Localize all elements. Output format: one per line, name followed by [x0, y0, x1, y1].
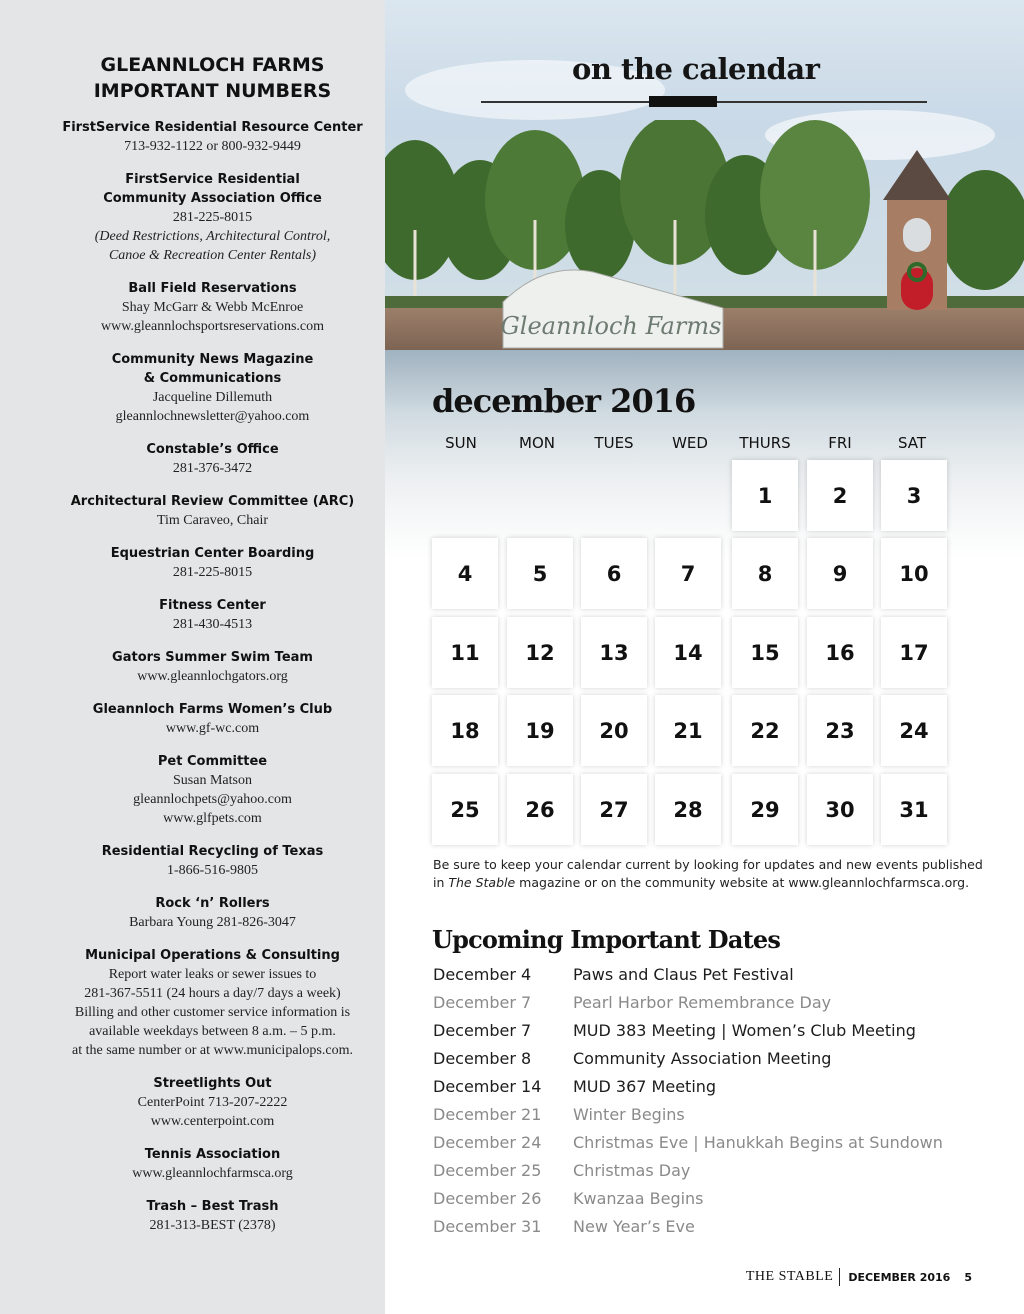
event-name: Winter Begins: [573, 1105, 685, 1124]
contact-note: (Deed Restrictions, Architectural Control,: [94, 229, 331, 244]
contact-detail: Tim Caraveo, Chair: [156, 513, 269, 528]
contact-entry: [0, 700, 425, 738]
calendar-day: 30: [807, 774, 873, 845]
contact-name: Community News Magazine: [111, 352, 314, 367]
calendar-day: 16: [807, 617, 873, 688]
section-header: [385, 0, 1024, 120]
contact-detail: 281-367-5511 (24 hours a day/7 days a week): [84, 986, 341, 1001]
contact-detail: Report water leaks or sewer issues to: [108, 967, 317, 982]
contact-detail: CenterPoint 713-207-2222: [137, 1095, 288, 1110]
contact-detail: www.gleannlochgators.org: [137, 669, 288, 684]
upcoming-dates-title: Upcoming Important Dates: [432, 925, 781, 954]
contact-detail: 1-866-516-9805: [167, 863, 258, 878]
calendar-day: 28: [655, 774, 721, 845]
event-row: [433, 1102, 1013, 1130]
event-name: Kwanzaa Begins: [573, 1189, 704, 1208]
publication-name: THE STABLE: [745, 1269, 834, 1284]
contact-entry: [0, 648, 425, 686]
contact-entry: [0, 170, 425, 265]
event-date: December 26: [433, 1189, 542, 1208]
title-rule-accent: [649, 96, 717, 107]
contact-detail: gleannlochnewsletter@yahoo.com: [115, 409, 310, 424]
event-name: Community Association Meeting: [573, 1049, 832, 1068]
calendar-day: 25: [432, 774, 498, 845]
calendar-day: 11: [432, 617, 498, 688]
contact-list: [0, 118, 425, 1249]
event-row: [433, 1074, 1013, 1102]
calendar-day: 6: [581, 538, 647, 609]
calendar-day: 2: [807, 460, 873, 531]
contact-entry: [0, 1074, 425, 1131]
calendar-day: 4: [432, 538, 498, 609]
contact-detail: 281-430-4513: [172, 617, 253, 632]
event-date: December 31: [433, 1217, 542, 1236]
contact-name: Streetlights Out: [153, 1076, 272, 1091]
calendar-day: 19: [507, 695, 573, 766]
calendar-day: 18: [432, 695, 498, 766]
sidebar-title-line2: IMPORTANT NUMBERS: [93, 80, 332, 102]
weekday-label: THURS: [739, 434, 791, 452]
contact-entry: [0, 118, 425, 156]
contact-name: Tennis Association: [144, 1147, 281, 1162]
event-date: December 8: [433, 1049, 532, 1068]
sidebar-title-line1: GLEANNLOCH FARMS: [100, 54, 325, 76]
upcoming-events-list: [433, 962, 1013, 1242]
sidebar-title: [0, 52, 425, 104]
page-footer: [746, 1268, 972, 1286]
event-row: [433, 1186, 1013, 1214]
contact-entry: [0, 894, 425, 932]
contact-name: Constable’s Office: [146, 442, 279, 457]
calendar-day: 21: [655, 695, 721, 766]
contact-name: Fitness Center: [159, 598, 266, 613]
event-row: [433, 1018, 1013, 1046]
event-name: New Year’s Eve: [573, 1217, 695, 1236]
contact-detail: Susan Matson: [173, 773, 252, 788]
contact-entry: [0, 544, 425, 582]
calendar-day: 22: [732, 695, 798, 766]
contact-name: Pet Committee: [157, 754, 268, 769]
magazine-name: The Stable: [448, 875, 516, 890]
contact-entry: [0, 1197, 425, 1235]
contact-entry: [0, 350, 425, 426]
contact-detail: Shay McGarr & Webb McEnroe: [121, 300, 304, 315]
contact-name: Residential Recycling of Texas: [101, 844, 324, 859]
section-title: on the calendar: [572, 52, 820, 86]
contact-detail: available weekdays between 8 a.m. – 5 p.m.: [89, 1024, 336, 1039]
calendar-day: 10: [881, 538, 947, 609]
event-name: Christmas Eve | Hanukkah Begins at Sundown: [573, 1133, 943, 1152]
contact-detail: 281-225-8015: [172, 565, 253, 580]
calendar-day: 27: [581, 774, 647, 845]
calendar-note-text-end: magazine or on the community website at www.gleannlochfarmsca.org.: [515, 875, 970, 890]
weekday-label: SAT: [897, 434, 927, 452]
event-date: December 14: [433, 1077, 542, 1096]
calendar-day: 5: [507, 538, 573, 609]
event-date: December 4: [433, 965, 532, 984]
weekday-label: MON: [519, 434, 555, 452]
contact-detail: 713-932-1122 or 800-932-9449: [124, 139, 301, 154]
calendar-day: 26: [507, 774, 573, 845]
clock-tower: [883, 150, 951, 310]
event-date: December 7: [433, 1021, 532, 1040]
contact-detail: www.gf-wc.com: [165, 721, 260, 736]
calendar-day: 8: [732, 538, 798, 609]
contact-name: Rock ‘n’ Rollers: [155, 896, 270, 911]
event-name: Christmas Day: [573, 1161, 691, 1180]
calendar-day: 9: [807, 538, 873, 609]
event-row: [433, 1158, 1013, 1186]
contact-entry: [0, 596, 425, 634]
contact-name: FirstService Residential Resource Center: [62, 120, 363, 135]
event-name: Pearl Harbor Remembrance Day: [573, 993, 832, 1012]
event-name: MUD 383 Meeting | Women’s Club Meeting: [573, 1021, 916, 1040]
contact-detail: 281-225-8015: [172, 210, 253, 225]
event-row: [433, 1214, 1013, 1242]
contact-entry: [0, 842, 425, 880]
issue-date: DECEMBER 2016: [848, 1270, 951, 1284]
calendar-day: 31: [881, 774, 947, 845]
calendar-day: 3: [881, 460, 947, 531]
event-name: Paws and Claus Pet Festival: [573, 965, 794, 984]
contact-name: FirstService Residential: [125, 172, 300, 187]
calendar-day: 12: [507, 617, 573, 688]
contact-entry: [0, 279, 425, 336]
contact-entry: [0, 752, 425, 828]
event-row: [433, 1130, 1013, 1158]
contact-detail: www.glfpets.com: [163, 811, 262, 826]
event-row: [433, 1046, 1013, 1074]
calendar-day: 13: [581, 617, 647, 688]
weekday-label: FRI: [828, 434, 852, 452]
calendar-day: 23: [807, 695, 873, 766]
contact-name: Architectural Review Committee (ARC): [70, 494, 355, 509]
contact-name: & Communications: [143, 371, 282, 386]
contact-entry: [0, 440, 425, 478]
calendar-day: 14: [655, 617, 721, 688]
calendar-day: 1: [732, 460, 798, 531]
contact-detail: www.centerpoint.com: [150, 1114, 275, 1129]
gleannloch-farms-sign: [483, 262, 737, 350]
contact-name: Trash – Best Trash: [146, 1199, 279, 1214]
calendar-day: 17: [881, 617, 947, 688]
contact-detail: Billing and other customer service information is: [74, 1005, 351, 1020]
event-date: December 7: [433, 993, 532, 1012]
contact-detail: 281-313-BEST (2378): [149, 1218, 276, 1233]
contact-entry: [0, 946, 425, 1060]
calendar-note: [433, 856, 993, 892]
event-date: December 21: [433, 1105, 542, 1124]
contact-name: Community Association Office: [103, 191, 322, 206]
event-date: December 24: [433, 1133, 542, 1152]
contact-detail: www.gleannlochsportsreservations.com: [100, 319, 325, 334]
contact-detail: at the same number or at www.municipalops.com.: [72, 1043, 353, 1058]
event-name: MUD 367 Meeting: [573, 1077, 717, 1096]
contact-detail: 281-376-3472: [172, 461, 253, 476]
contact-name: Gators Summer Swim Team: [112, 650, 313, 665]
event-row: [433, 990, 1013, 1018]
contact-detail: Barbara Young 281-826-3047: [129, 915, 296, 930]
contact-name: Municipal Operations & Consulting: [85, 948, 340, 963]
event-date: December 25: [433, 1161, 542, 1180]
calendar-month-title: december 2016: [432, 382, 696, 420]
calendar-day: 29: [732, 774, 798, 845]
calendar-day: 15: [732, 617, 798, 688]
page-number: 5: [964, 1270, 972, 1284]
event-row: [433, 962, 1013, 990]
contact-name: Gleannloch Farms Women’s Club: [92, 702, 333, 717]
contact-name: Equestrian Center Boarding: [110, 546, 315, 561]
contact-note: Canoe & Recreation Center Rentals): [108, 248, 317, 263]
sign-text: Gleannloch Farms: [500, 312, 722, 340]
weekday-label: TUES: [594, 434, 634, 452]
contact-detail: www.gleannlochfarmsca.org: [132, 1166, 293, 1181]
calendar-day: 20: [581, 695, 647, 766]
contact-entry: [0, 1145, 425, 1183]
footer-divider: [839, 1268, 840, 1286]
contact-detail: gleannlochpets@yahoo.com: [133, 792, 292, 807]
calendar-day: 7: [655, 538, 721, 609]
contact-detail: Jacqueline Dillemuth: [152, 390, 273, 405]
calendar-day: 24: [881, 695, 947, 766]
contact-entry: [0, 492, 425, 530]
weekday-label: SUN: [445, 434, 477, 452]
calendar-note-text: Be sure to keep your calendar current by looking for updates and new events published in: [433, 857, 983, 890]
weekday-label: WED: [672, 434, 708, 452]
contact-name: Ball Field Reservations: [128, 281, 297, 296]
